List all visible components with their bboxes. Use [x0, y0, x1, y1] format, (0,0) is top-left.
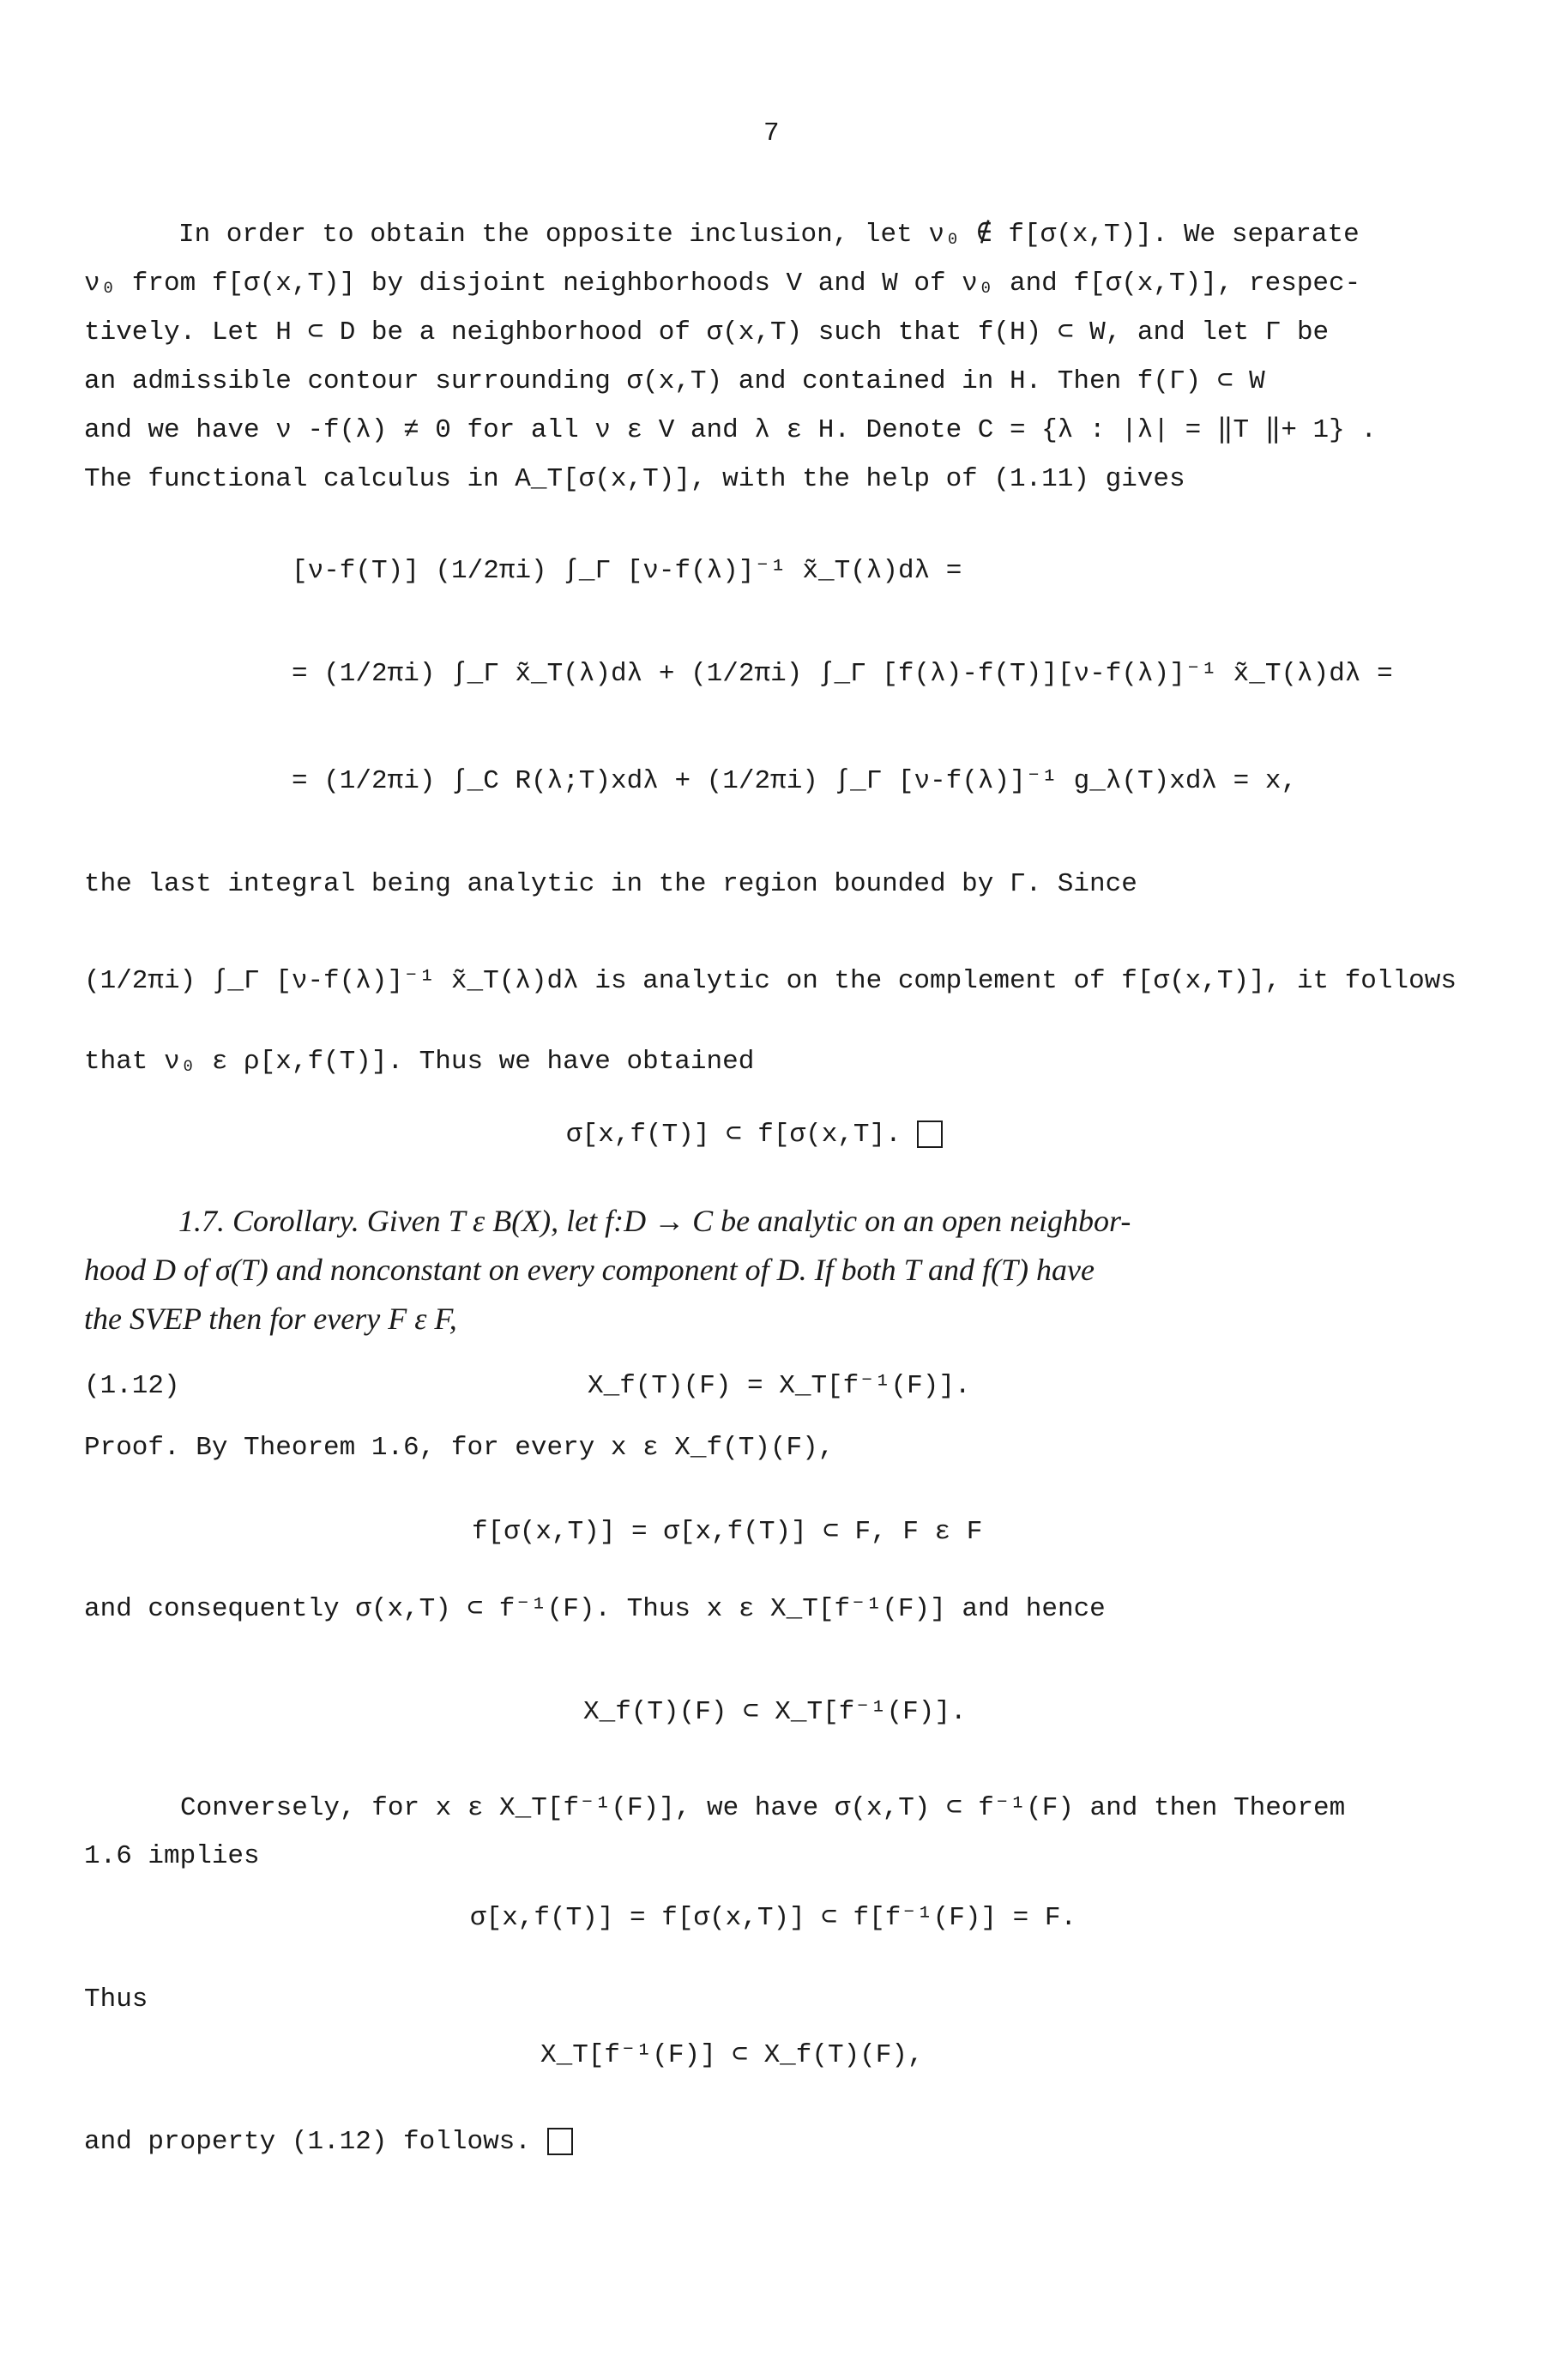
qed-box-icon: [917, 1121, 943, 1148]
para2-equation: [566, 1120, 943, 1151]
display-row2: = (1/2πi) ∫_Γ x̃_T(λ)dλ + (1/2πi) ∫_Γ [f(λ)-f(T)][ν-f(λ)]⁻¹ x̃_T(λ)dλ =: [292, 659, 1393, 689]
para1-line3: tively. Let H ⊂ D be a neighborhood of σ(x,T) such that f(H) ⊂ W, and let Γ be: [84, 317, 1330, 347]
display-row3: = (1/2πi) ∫_C R(λ;T)xdλ + (1/2πi) ∫_Γ [ν-f(λ)]⁻¹ g_λ(T)xdλ = x,: [292, 766, 1298, 796]
equation-label-1-12: (1.12): [84, 1371, 180, 1401]
corollary-line3: the SVEP then for every F ε F,: [84, 1302, 457, 1336]
proof-line6-text: and property (1.12) follows.: [84, 2127, 531, 2158]
proof-line5: Thus: [84, 1984, 148, 2015]
corollary-line1: 1.7. Corollary. Given T ε B(X), let f:D → C be analytic on an open neighbor-: [178, 1204, 1131, 1238]
para1-line6: The functional calculus in A_T[σ(x,T)], with the help of (1.11) gives: [84, 464, 1185, 494]
corollary-line2: hood D of σ(T) and nonconstant on every component of D. If both T and f(T) have: [84, 1253, 1095, 1287]
para2-line2: (1/2πi) ∫_Γ [ν-f(λ)]⁻¹ x̃_T(λ)dλ is analytic on the complement of f[σ(x,T)], it follows: [84, 966, 1456, 996]
para2-line3: that ν₀ ε ρ[x,f(T)]. Thus we have obtained: [84, 1047, 755, 1077]
display-row1: [ν-f(T)] (1/2πi) ∫_Γ [ν-f(λ)]⁻¹ x̃_T(λ)dλ =: [292, 556, 962, 586]
proof-line4: 1.6 implies: [84, 1841, 260, 1871]
proof-line6: [84, 2127, 573, 2158]
para2-equation-text: σ[x,f(T)] ⊂ f[σ(x,T].: [566, 1120, 902, 1151]
proof-line1: Proof. By Theorem 1.6, for every x ε X_f(T)(F),: [84, 1433, 835, 1463]
proof-line3: Conversely, for x ε X_T[f⁻¹(F)], we have σ(x,T) ⊂ f⁻¹(F) and then Theorem: [180, 1793, 1346, 1823]
qed-box-icon: [547, 2128, 573, 2155]
proof-equation3: σ[x,f(T)] = f[σ(x,T)] ⊂ f[f⁻¹(F)] = F.: [470, 1903, 1077, 1933]
proof-line2: and consequently σ(x,T) ⊂ f⁻¹(F). Thus x ε X_T[f⁻¹(F)] and hence: [84, 1594, 1106, 1624]
para1-line4: an admissible contour surrounding σ(x,T) and contained in H. Then f(Γ) ⊂ W: [84, 366, 1265, 396]
page-number: 7: [763, 118, 780, 148]
para1-line1: In order to obtain the opposite inclusion, let ν₀ ∉ f[σ(x,T)]. We separate: [178, 220, 1360, 250]
proof-equation4: X_T[f⁻¹(F)] ⊂ X_f(T)(F),: [540, 2040, 924, 2070]
para1-line5: and we have ν -f(λ) ≠ 0 for all ν ε V and λ ε H. Denote C = {λ : |λ| = ‖T ‖+ 1} .: [84, 415, 1377, 445]
proof-equation2: X_f(T)(F) ⊂ X_T[f⁻¹(F)].: [583, 1697, 967, 1727]
para2-line1: the last integral being analytic in the region bounded by Γ. Since: [84, 869, 1137, 899]
para1-line2: ν₀ from f[σ(x,T)] by disjoint neighborhoods V and W of ν₀ and f[σ(x,T)], respec-: [84, 269, 1361, 299]
proof-equation1: f[σ(x,T)] = σ[x,f(T)] ⊂ F, F ε F: [472, 1517, 983, 1547]
corollary-equation: X_f(T)(F) = X_T[f⁻¹(F)].: [588, 1371, 971, 1401]
